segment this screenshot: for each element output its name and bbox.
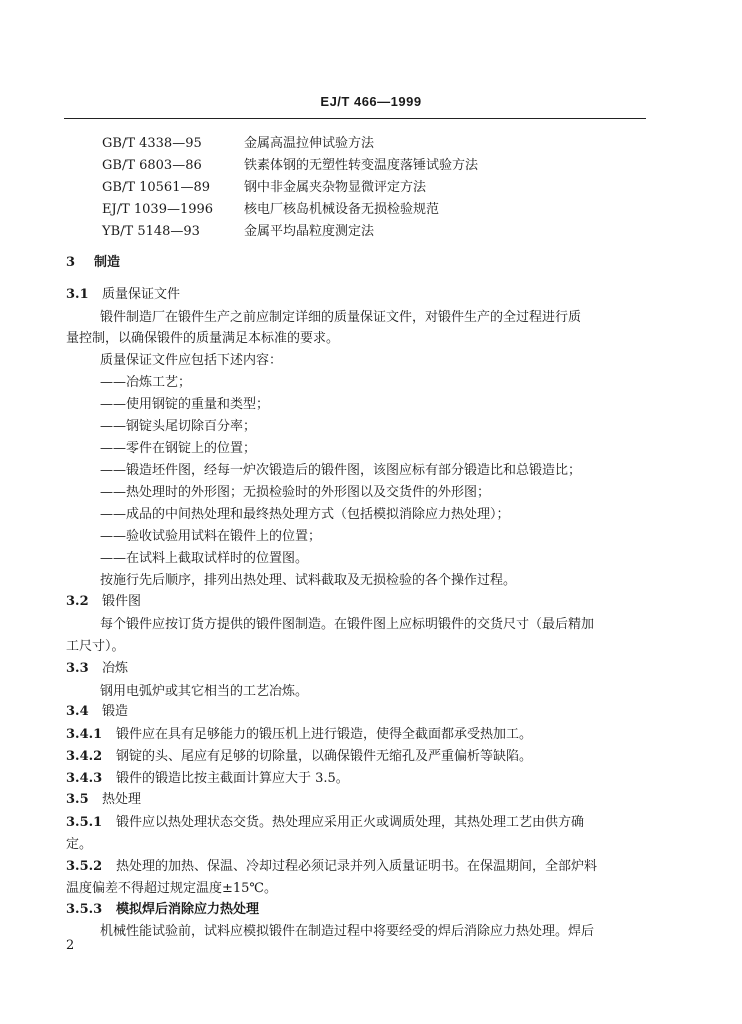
section-3-4-heading [66,704,128,720]
clause-3-4-2 [66,749,532,765]
section-title: 锻造 [102,704,129,719]
clause-text: 锻件的锻造比按主截面计算应大于 3.5。 [116,771,349,786]
reference-title: 核电厂核岛机械设备无损检验规范 [244,202,440,217]
paragraph-line: 定。 [66,837,93,852]
section-title: 制造 [94,255,121,270]
list-item: ——在试料上截取试样时的位置图。 [100,551,309,566]
reference-item [102,224,374,240]
list-item: ——零件在钢锭上的位置； [100,441,257,456]
section-title: 冶炼 [102,661,129,676]
clause-number: 3.4.2 [66,749,103,764]
clause-3-5-1 [66,815,584,831]
clause-3-4-1 [66,727,532,743]
clause-3-5-3-heading [66,902,259,918]
clause-number: 3.5.2 [66,859,103,874]
page-number: 2 [66,938,75,953]
section-title: 质量保证文件 [102,287,181,302]
header-rule [64,118,646,119]
list-item: ——验收试验用试料在锻件上的位置； [100,529,322,544]
section-title: 热处理 [102,792,142,807]
list-item: ——成品的中间热处理和最终热处理方式（包括模拟消除应力热处理）； [100,507,510,522]
list-item: ——钢锭头尾切除百分率； [100,419,257,434]
list-item: ——热处理时的外形图；无损检验时的外形图以及交货件的外形图； [100,485,491,500]
list-item: ——冶炼工艺； [100,375,192,390]
section-number: 3.4 [66,704,89,719]
paragraph-line: 质量保证文件应包括下述内容： [100,353,283,368]
list-item: ——锻造坯件图，经每一炉次锻造后的锻件图，该图应标有部分锻造比和总锻造比； [100,463,582,478]
section-number: 3.3 [66,661,89,676]
reference-title: 金属平均晶粒度测定法 [244,224,375,239]
section-3-5-heading [66,792,141,808]
paragraph-line: 量控制，以确保锻件的质量满足本标准的要求。 [66,331,340,346]
section-number: 3.5 [66,792,89,807]
reference-item [102,158,478,174]
reference-code: GB/T 4338—95 [102,136,202,151]
clause-text: 热处理的加热、保温、冷却过程必须记录并列入质量证明书。在保温期间，全部炉料 [116,859,598,874]
reference-code: EJ/T 1039—1996 [102,202,214,217]
clause-text: 钢锭的头、尾应有足够的切除量，以确保锻件无缩孔及严重偏析等缺陷。 [116,749,533,764]
paragraph-line: 机械性能试验前，试料应模拟锻件在制造过程中将要经受的焊后消除应力热处理。焊后 [100,924,595,939]
section-title: 锻件图 [102,594,142,609]
clause-title: 模拟焊后消除应力热处理 [116,902,260,917]
section-number: 3.1 [66,287,89,302]
clause-text: 锻件应在具有足够能力的锻压机上进行锻造，使得全截面都承受热加工。 [116,727,533,742]
reference-code: YB/T 5148—93 [102,224,200,239]
reference-item [102,136,374,152]
paragraph-line: 锻件制造厂在锻件生产之前应制定详细的质量保证文件，对锻件生产的全过程进行质 [100,310,582,325]
clause-text: 锻件应以热处理状态交货。热处理应采用正火或调质处理，其热处理工艺由供方确 [116,815,585,830]
clause-number: 3.4.1 [66,727,103,742]
reference-title: 铁素体钢的无塑性转变温度落锤试验方法 [244,158,479,173]
reference-item [102,202,439,218]
clause-number: 3.5.3 [66,902,103,917]
section-3-3-heading [66,661,128,677]
section-number: 3 [66,255,76,270]
section-3-heading [66,255,120,271]
clause-3-4-3 [66,771,349,787]
section-3-1-heading [66,287,180,303]
paragraph-line: 工尺寸）。 [66,639,125,654]
paragraph-line: 钢用电弧炉或其它相当的工艺冶炼。 [100,684,309,699]
section-number: 3.2 [66,594,89,609]
paragraph-line: 按施行先后顺序，排列出热处理、试料截取及无损检验的各个操作过程。 [100,573,517,588]
reference-code: GB/T 10561—89 [102,180,211,195]
running-header: EJ/T 466—1999 [320,94,422,109]
paragraph-line: 温度偏差不得超过规定温度±15℃。 [66,881,277,896]
clause-number: 3.5.1 [66,815,103,830]
reference-title: 金属高温拉伸试验方法 [244,136,375,151]
reference-code: GB/T 6803—86 [102,158,202,173]
list-item: ——使用钢锭的重量和类型； [100,397,270,412]
reference-title: 钢中非金属夹杂物显微评定方法 [244,180,427,195]
clause-number: 3.4.3 [66,771,103,786]
section-3-2-heading [66,594,141,610]
clause-3-5-2 [66,859,597,875]
paragraph-line: 每个锻件应按订货方提供的锻件图制造。在锻件图上应标明锻件的交货尺寸（最后精加 [100,617,595,632]
reference-item [102,180,426,196]
